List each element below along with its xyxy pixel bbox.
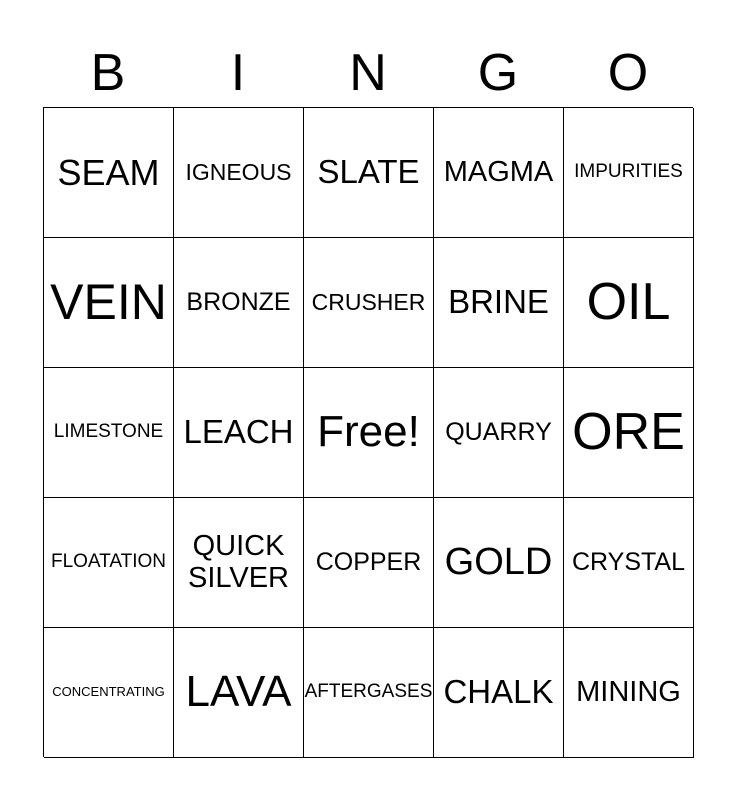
cell-label: FLOATATION (50, 551, 167, 573)
bingo-cell[interactable] (564, 368, 694, 498)
bingo-cell[interactable] (434, 108, 564, 238)
cell-label: QUICK SILVER (187, 529, 289, 594)
cell-label: CHALK (443, 673, 554, 711)
header-letter-i: I (230, 44, 246, 102)
bingo-cell[interactable] (564, 108, 694, 238)
bingo-cell[interactable] (564, 498, 694, 628)
cell-label: AFTERGASES (304, 681, 433, 703)
bingo-cell[interactable] (174, 238, 304, 368)
bingo-cell[interactable] (174, 368, 304, 498)
cell-label: MINING (576, 675, 681, 708)
bingo-cell[interactable] (434, 238, 564, 368)
cell-label: ORE (572, 402, 685, 461)
bingo-cell[interactable] (434, 498, 564, 628)
cell-label: SLATE (317, 153, 420, 191)
bingo-cell[interactable] (44, 238, 174, 368)
cell-label: Free! (317, 407, 420, 457)
bingo-card (43, 107, 693, 757)
free-space-cell[interactable] (304, 368, 434, 498)
cell-label: CRYSTAL (571, 547, 685, 576)
bingo-cell[interactable] (174, 628, 304, 758)
bingo-cell[interactable] (304, 108, 434, 238)
bingo-cell[interactable] (44, 108, 174, 238)
bingo-cell[interactable] (44, 368, 174, 498)
cell-label: QUARRY (445, 417, 552, 446)
bingo-cell[interactable] (564, 628, 694, 758)
header-letter-o: O (607, 44, 649, 102)
bingo-cell[interactable] (304, 628, 434, 758)
cell-label: VEIN (50, 274, 167, 330)
cell-label: MAGMA (443, 155, 554, 188)
bingo-cell[interactable] (564, 238, 694, 368)
cell-label: IGNEOUS (185, 158, 292, 185)
cell-label: LEACH (183, 413, 294, 451)
cell-label: CONCENTRATING (52, 684, 165, 700)
bingo-cell[interactable] (304, 238, 434, 368)
bingo-cell[interactable] (174, 498, 304, 628)
header-letter-n: N (349, 44, 387, 102)
bingo-cell[interactable] (434, 368, 564, 498)
cell-label: SEAM (57, 151, 160, 193)
cell-label: BRONZE (186, 287, 291, 316)
cell-label: LAVA (185, 667, 292, 717)
cell-label: GOLD (444, 540, 553, 583)
cell-label: CRUSHER (311, 288, 426, 315)
bingo-cell[interactable] (304, 498, 434, 628)
bingo-cell[interactable] (44, 628, 174, 758)
bingo-header (43, 38, 693, 108)
bingo-cell[interactable] (174, 108, 304, 238)
header-letter-b: B (90, 44, 126, 102)
cell-label: OIL (586, 272, 671, 331)
cell-label: BRINE (448, 283, 549, 321)
cell-label: LIMESTONE (53, 421, 164, 443)
cell-label: IMPURITIES (574, 161, 683, 183)
header-letter-g: G (477, 44, 519, 102)
cell-label: COPPER (315, 547, 422, 576)
bingo-cell[interactable] (434, 628, 564, 758)
bingo-cell[interactable] (44, 498, 174, 628)
